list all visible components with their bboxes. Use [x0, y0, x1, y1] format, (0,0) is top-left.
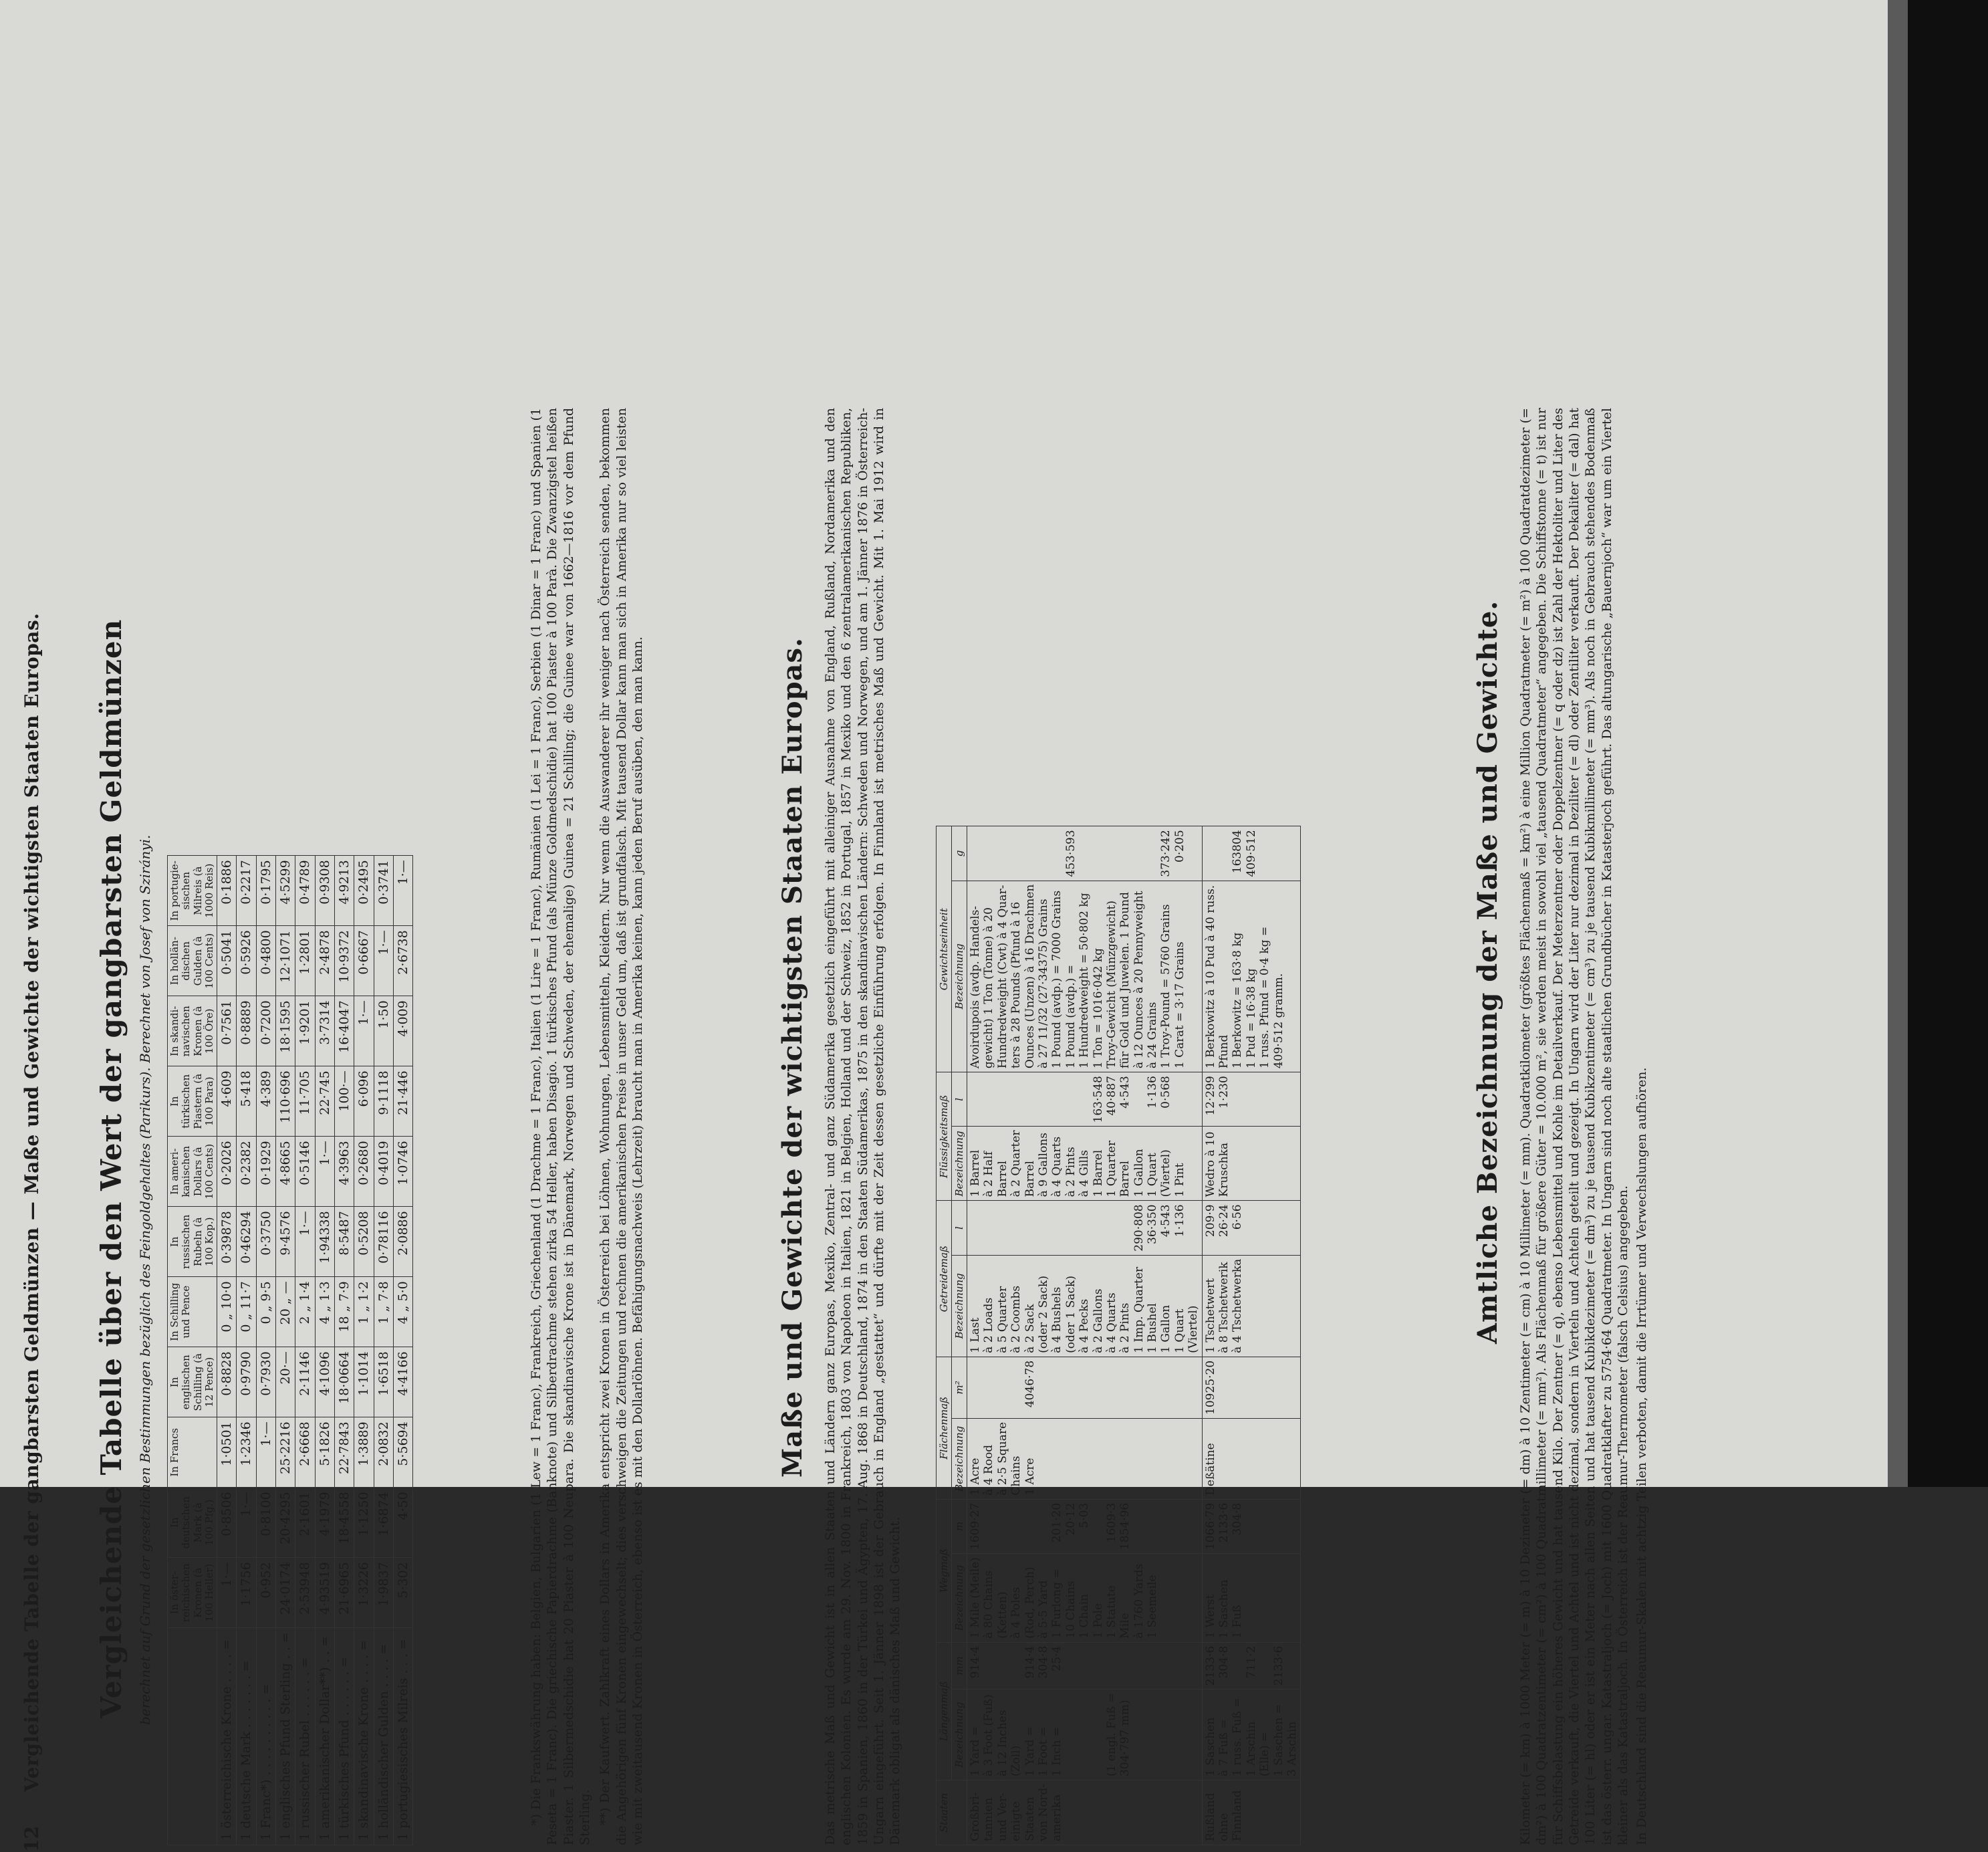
coin-column-header: In Schilling und Pence	[168, 1277, 217, 1347]
measures-subheader: Bezeichnung	[952, 1255, 967, 1357]
measures-table	[936, 826, 1301, 1845]
coin-value-cell: 20·—	[275, 1347, 295, 1417]
measures-cell: 163·548 40·887 4·543 1·136 0·568	[967, 1072, 1203, 1127]
measures-cell: 1 Berkowitz à 10 Pud à 40 russ. Pfund 1 Berkowitz = 163·8 kg 1 Pud = 16·38 kg 1 russ. Pfund = 0·4 kg = 409·512 gramm.	[1202, 881, 1301, 1072]
measures-state: Rußland ohne Finnland	[1202, 1780, 1301, 1845]
coin-value-cell: 0·39878	[217, 1207, 237, 1277]
rotated-page-content	[20, 394, 1852, 1852]
measures-sub-header-row	[952, 826, 967, 1845]
coin-value-cell: 24·0174	[275, 1558, 295, 1628]
coin-value-cell: 1·50	[374, 996, 393, 1066]
coin-value-cell: 5·5694	[393, 1417, 412, 1488]
coin-row-label: 1 Franc*) . . . . . . . . . . =	[256, 1628, 275, 1845]
coin-value-cell: 4·4166	[393, 1347, 412, 1417]
measures-subheader: Bezeichnung	[952, 1418, 967, 1499]
coin-row	[275, 856, 295, 1845]
measures-cell: 1 Last à 2 Loads à 5 Quarter à 2 Coombs à 2 Sack (oder 2 Sack) à 4 Bushels (oder 1 Sack) à 4 Pecks à 2 Gallons à 4 Quarts à 2 Pints 1 Imp. Quarter 1 Bushel 1 Gallon 1 Quart (Viertel)	[967, 1255, 1203, 1357]
coin-column-header: In englischen Schilling (à 12 Pence)	[168, 1347, 217, 1417]
coin-row	[334, 856, 354, 1845]
coin-value-cell: 2 „ 1·4	[295, 1277, 315, 1347]
measures-cell: Wedro à 10 Kruschka	[1202, 1127, 1301, 1201]
measures-subheader: Bezeichnung	[952, 1554, 967, 1643]
coin-value-cell: 1·—	[354, 996, 374, 1066]
measures-cell: Avoirdupois (avdp. Handels- gewicht) 1 Ton (Tonne) à 20 Hundredweight (Cwt) à 4 Quar- ters à 28 Pounds (Pfund à 16 Ounces (Unzen) à 16 Drachmen à 27 11/32 (27·34375) Grains 1 Pound (avdp.) = 7000 Grains 1 Pound (avdp.) = 1 Hundredweight = 50·802 kg 1 Ton = 1016·042 kg Troy-Gewicht (Münzgewicht) für Gold und Juwelen. 1 Pound à 12 Ounces à 20 Pennyweight à 24 Grains 1 Troy-Pound = 5760 Grains 1 Carat = 3·17 Grains	[967, 881, 1203, 1072]
coin-value-cell: 1 „ 1·2	[354, 1277, 374, 1347]
coin-value-cell: 1·—	[315, 1137, 334, 1207]
coin-value-cell: 20 „ —	[275, 1277, 295, 1347]
coin-value-cell: 9·4576	[275, 1207, 295, 1277]
coin-value-cell: 1·0501	[217, 1417, 237, 1488]
coin-value-cell: 4·389	[256, 1066, 275, 1137]
coin-value-cell: 0·8506	[217, 1488, 237, 1558]
measures-subheader: Bezeichnung	[952, 881, 967, 1072]
coin-value-cell: 0·5926	[237, 926, 256, 996]
coin-row-label: 1 deutsche Mark . . . . . . . =	[237, 1628, 256, 1845]
measures-cell: 209·9 26·24 6·56	[1202, 1201, 1301, 1255]
measures-cell: 1 Acre à 4 Rood à 2·5 Square Chains 1 Acre	[967, 1418, 1203, 1499]
coin-value-cell: 1·9837	[374, 1558, 393, 1628]
measures-cell: 914·4 914·4 304·8 25·4	[967, 1642, 1203, 1689]
coin-value-cell: 18 „ 7·9	[334, 1277, 354, 1347]
coin-value-cell: 12·1071	[275, 926, 295, 996]
measures-state: Großbri- tannien und Ver- einigte Staaten von Nord- amerika	[967, 1780, 1203, 1845]
coin-column-header: In öster-reichischen Kronen (à 100 Heller)	[168, 1558, 217, 1628]
measures-cell: 1 Barrel à 2 Half Barrel à 2 Quarter Barrel à 9 Gallons à 4 Quarts à 2 Pints à 4 Gills 1 Barrel 1 Quarter Barrel 1 Gallon 1 Quart (Viertel) 1 Pint	[967, 1127, 1203, 1201]
coin-column-header: In skandi-navischen Kronen (à 100 Öre)	[168, 996, 217, 1066]
coin-value-cell: 21·446	[393, 1066, 412, 1137]
measures-cell: 2133·6 304·8 711·2 2133·6	[1202, 1642, 1301, 1689]
coin-value-cell: 5·302	[393, 1558, 412, 1628]
measures-cell: 4046·78	[967, 1357, 1203, 1418]
coin-value-cell: 0·5208	[354, 1207, 374, 1277]
coin-value-cell: 2·1146	[295, 1347, 315, 1417]
coin-column-header: In türkischen Piastern (à 100 Para)	[168, 1066, 217, 1137]
measures-header-getreidemass: Getreidemaß	[937, 1201, 952, 1357]
coin-column-header: In hollän-dischen Gulden (à 100 Cents)	[168, 926, 217, 996]
coin-value-cell: 4·9213	[334, 856, 354, 926]
coin-value-cell: 0 „ 9·5	[256, 1277, 275, 1347]
coin-value-cell: 0·8889	[237, 996, 256, 1066]
official-title: Amtliche Bezeichnung der Maße und Gewichte.	[1472, 600, 1503, 1344]
coin-value-cell: 4·50	[393, 1488, 412, 1558]
coin-value-cell: 0·5146	[295, 1137, 315, 1207]
coin-value-cell: 0·3750	[256, 1207, 275, 1277]
coin-column-header: In ameri-kanischen Dollars (à 100 Cents)	[168, 1137, 217, 1207]
measures-cell: 1066·79 2133·6 304·8	[1202, 1499, 1301, 1553]
coin-column-header: In Francs	[168, 1417, 217, 1488]
coin-value-cell: 0·2217	[237, 856, 256, 926]
official-paragraph: Kilometer (= km) à 1000 Meter (= m) à 10 Dezimeter (= dm) à 10 Zentimeter (= cm) à 10 Millimeter (= mm). Quadratkilometer (größtes Flächenmaß = km²) à eine Million Quadratmeter (= m²) à 100 Quadratdezimeter (= dm²) à 100 Quadratzentimeter (= cm²) à 100 Quadratmillimeter (= mm²). Als Flächenmaß für größere Güter = 10.000 m², sie werden meist in sowohl viel „tausend Quadratmeter“ angegeben. Die Schiffstonne (= t) ist nur für Schiffsbelastung ein höheres Gewicht und hat tausend Kilo. Der Zentner (= q), ebenso Lebensmittel und Kohle im Detailverkauf. Der Meterzentner oder Doppelzentner (= q oder dz) ist Zahl der Hektoliter und Liter des Getreide verkauft, die Viertel und Achtel und ist nicht dezimal, sondern in Vierteln und Achteln geteilt und gezeigt. In Ungarn wird der Liter nur dezimal in Deziliter (= dl) oder Zentiliter verkauft. Der Dekaliter (= dal) hat 100 Liter (= hl) oder er ist ein Meter nach allen Seiten und hat tausend Kubikdezimeter (= dm³) zu je tausend Kubikzentimeter (= cm³) zu je tausend Kubikmillimeter (= mm³). Als noch in Gebrauch stehendes Bodenmaß ist das österr. ungar. Katastraljoch (= Joch) mit 1600 Quadratklafter zu 5754·64 Quadratmeter. In Ungarn sind noch alte staatlichen Grundbücher in Katasterjoch geführt. Das altungarische „Bauernjoch“ war um ein Viertel kleiner als das Katastraljoch. In Österreich ist der Reaumur-Thermometer (falsch Celsius) angegeben.	[1518, 408, 1630, 1845]
coin-value-cell: 1·—	[393, 856, 412, 926]
measures-subheader: l	[952, 1072, 967, 1127]
coin-value-cell: 1·94338	[315, 1207, 334, 1277]
coin-value-cell: 0·2680	[354, 1137, 374, 1207]
coin-value-cell: 18·0664	[334, 1347, 354, 1417]
coin-row	[256, 856, 275, 1845]
coin-row	[374, 856, 393, 1845]
measures-subheader: Bezeichnung	[952, 1690, 967, 1780]
coin-value-cell: 1·3889	[354, 1417, 374, 1488]
footnote-francs: *) Die Frankswährung haben: Belgien, Bulgarien (1 Lew = 1 Franc), Frankreich, Griechenland (1 Drachme = 1 Franc), Italien (1 Lire = 1 Franc), Rumänien (1 Lei = 1 Franc), Serbien (1 Dinar = 1 Franc) und Spanien (1 Peseta = 1 Franc). Die griechische Papierdrachme (Banknote) und Silberdrachme stehen zirka 54 Heller, haben Disagio. 1 türkisches Pfund (als Münze Goldmedschidie) hat 100 Piaster à 100 Parà. Die Zwanzigstel heißen Piaster. 1 Silbermedschidie hat 20 Piaster à 100 Neupara. Die skandinavische Krone ist in Dänemark, Norwegen und Schweden, der ehemalige) Guinea = 21 Schilling; die Guinee war von 1662—1816 vor dem Pfund Sterling.	[529, 408, 592, 1845]
coin-value-cell: 0·1886	[217, 856, 237, 926]
footnote-dollar: **) Der Kaufwert. Zahlkraft eines Dollars in Amerika entspricht zwei Kronen in Österreich bei Löhnen, Wohnungen, Lebensmitteln, Kleidern. Nur wenn die Auswanderer ihr weniger nach Österreich senden, bekommen die Angehörigen fünf Kronen eingewechselt; dies verschweigen die Zeitungen und rechnen die amerikanischen Preise in unser Geld um, daß ist grundfalsch. Mit tausend Dollar kann man sich in Amerika nur so viel leisten wie mit zweitausend Kronen in Österreich, ebenso ist es mit den Dollarlöhnen. Befähigungsnachweis (Lehrzeit) braucht man in Amerika keinen, kann jeden Beruf ausüben, den man kann.	[598, 408, 645, 1845]
coin-value-cell: 4·5299	[275, 856, 295, 926]
coin-value-cell: 0·5041	[217, 926, 237, 996]
coin-row	[237, 856, 256, 1845]
coin-value-cell: 0·952	[256, 1558, 275, 1628]
coin-value-cell: 0·3741	[374, 856, 393, 926]
coin-row	[295, 856, 315, 1845]
coin-column-header: In portugie-sischen Milreis (à 1000 Reis)	[168, 856, 217, 926]
coin-row-label: 1 portugiesisches Milreis . . . =	[393, 1628, 412, 1845]
measures-cell: 1 Mile (Meile) à 80 Chains (Ketten) à 4 Poles (Rod, Perch) à 5·5 Yard 1 Furlong = 10 Chains 1 Chain 1 Pole 1 Statute Mile à 1760 Yards 1 Seemeile	[967, 1554, 1203, 1643]
measures-subheader: l	[952, 1201, 967, 1255]
coin-row-label: 1 österreichische Krone . . . . =	[217, 1628, 237, 1845]
measures-cell: 290·808 36·350 4·543 1·136	[967, 1201, 1203, 1255]
measures-subheader: g	[952, 826, 967, 881]
coin-value-cell: 0·4789	[295, 856, 315, 926]
coin-table-subtitle: berechnet auf Grund der gesetzlichen Bestimmungen bezüglich des Feingoldgehaltes (Parikurs). Berechnet von Josef von Szirányi.	[137, 834, 153, 1725]
coin-value-cell: 4·1096	[315, 1347, 334, 1417]
coin-value-cell: 0·7200	[256, 996, 275, 1066]
measures-cell: 12·299 1·230	[1202, 1072, 1301, 1127]
coin-value-cell: 5·418	[237, 1066, 256, 1137]
coin-value-cell: 4·3963	[334, 1137, 354, 1207]
coin-value-cell: 1·1250	[354, 1488, 374, 1558]
measures-cell: 1 Werst 1 Saschen 1 Fuß	[1202, 1554, 1301, 1643]
measures-cell: 1 Yard = à 3 Foot (Fuß) à 12 Inches (Zoll) 1 Yard = 1 Foot = 1 Inch = (1 engl. Fuß = 304·797 mm)	[967, 1690, 1203, 1780]
coin-value-cell: 25·2216	[275, 1417, 295, 1488]
measures-cell: 1 Saschen à 7 Fuß = 1 russ. Fuß = 1 Arschin (Elle) = 1 Saschen = 3 Arschin	[1202, 1690, 1301, 1780]
coin-value-cell: 20·4295	[275, 1488, 295, 1558]
coin-value-cell: 5·1826	[315, 1417, 334, 1488]
coin-value-cell: 1·—	[295, 1207, 315, 1277]
coin-row-label: 1 türkisches Pfund . . . . . . =	[334, 1628, 354, 1845]
coin-value-cell: 0·8100	[256, 1488, 275, 1558]
coin-column-header: In russischen Rubeln (à 100 Kop.)	[168, 1207, 217, 1277]
coin-value-cell: 18·4558	[334, 1488, 354, 1558]
measures-group-header-row	[937, 826, 952, 1845]
coin-value-cell: 4·1979	[315, 1488, 334, 1558]
coin-value-cell: 22·7843	[334, 1417, 354, 1488]
coin-value-cell: 0·46294	[237, 1207, 256, 1277]
coin-value-cell: 0·7930	[256, 1347, 275, 1417]
measures-subheader: m	[952, 1499, 967, 1553]
coin-value-cell: 0·2382	[237, 1137, 256, 1207]
coin-value-cell: 0·1929	[256, 1137, 275, 1207]
coin-value-cell: 100·—	[334, 1066, 354, 1137]
coin-row	[315, 856, 334, 1845]
measures-header-staaten: Staaten	[937, 1780, 967, 1845]
measures-subheader: m²	[952, 1357, 967, 1418]
measures-subheader: Bezeichnung	[952, 1127, 967, 1201]
coin-table-title: Vergleichende Tabelle über den Wert der gangbarsten Geldmünzen	[95, 618, 128, 1718]
coin-value-cell: 4·8665	[275, 1137, 295, 1207]
running-head: Vergleichende Tabelle der gangbarsten Geldmünzen — Maße und Gewichte der wichtigsten Staaten Europas.	[21, 612, 43, 1792]
coin-column-header: In deutschen Mark (à 100 Pfg.)	[168, 1488, 217, 1558]
coin-value-cell: 4 „ 5·0	[393, 1277, 412, 1347]
coin-value-cell: 1·3226	[354, 1558, 374, 1628]
coin-value-cell: 2·6668	[295, 1417, 315, 1488]
coin-row-label: 1 skandinavische Krone . . . . =	[354, 1628, 374, 1845]
measures-cell: Deßätine	[1202, 1418, 1301, 1499]
coin-value-cell: 22·745	[315, 1066, 334, 1137]
page-number: 12	[21, 1826, 43, 1852]
measures-header-fluessigkeitsmass: Flüssigkeitsmaß	[937, 1072, 952, 1201]
coin-row-label: 1 russischer Rubel . . . . . . =	[295, 1628, 315, 1845]
coin-value-cell: 11·705	[295, 1066, 315, 1137]
scan-background	[1908, 0, 1988, 1487]
coin-value-cell: 1·6518	[374, 1347, 393, 1417]
coin-value-cell: 21·6965	[334, 1558, 354, 1628]
measures-cell: 453·593 373·242 0·205	[967, 826, 1203, 881]
coin-value-cell: 0·6667	[354, 926, 374, 996]
coin-value-cell: 1·1014	[354, 1347, 374, 1417]
measures-intro: Das metrische Maß und Gewicht ist in allen Staaten und Ländern ganz Europas, Mexiko, Zentral- und ganz Südamerika gesetzlich eingeführt mit alleiniger Ausnahme von England, Rußland, Nordamerika und den englischen Kolonien. Es wurde am 29. Nov. 1800 in Frankreich, 1803 von Napoleon in Italien, 1821 in Belgien, Holland und der Schweiz, 1852 in Portugal, 1857 in Mexiko und den 6 zentralamerikanischen Republiken, 1859 in Spanien, 1860 in der Türkei und Ägypten, 17. Aug. 1868 in Deutschland, 1874 in den Staaten Südamerikas, 1875 in den skandinavischen Ländern: Schweden und Norwegen, und am 1. Jänner 1876 in Österreich-Ungarn eingeführt. Seit 1. Jänner 1898 ist der Gebrauch in England „gestattet“ und dürfte mit der Zeit dessen gesetzliche Einführung erfolgen. In Finnland ist metrisches Maß und Gewicht. Mit 1. Mai 1912 wird in Dänemark obligat als dänisches Maß und Gewicht.	[823, 408, 903, 1845]
coin-value-cell: 9·1118	[374, 1066, 393, 1137]
measures-header-laengenmass: Längenmaß	[937, 1642, 952, 1780]
coin-value-cell: 1·6874	[374, 1488, 393, 1558]
coin-value-cell: 0·9790	[237, 1347, 256, 1417]
coin-value-cell: 1·0746	[393, 1137, 412, 1207]
coin-value-cell: 0·2495	[354, 856, 374, 926]
coin-value-cell: 4·609	[217, 1066, 237, 1137]
coin-value-cell: 1·—	[217, 1558, 237, 1628]
coin-value-cell: 2·0832	[374, 1417, 393, 1488]
coin-value-cell: 2·6738	[393, 926, 412, 996]
coin-footnotes	[528, 408, 650, 1845]
coin-value-cell: 2·53948	[295, 1558, 315, 1628]
measures-header-wegmass: Wegmaß	[937, 1499, 952, 1642]
coin-value-cell: 0 „ 11·7	[237, 1277, 256, 1347]
page-edge-shadow	[1888, 0, 1908, 1487]
measures-subheader: mm	[952, 1642, 967, 1689]
coin-value-cell: 1·—	[256, 1417, 275, 1488]
coin-row-label: 1 amerikanischer Dollar**) . . =	[315, 1628, 334, 1845]
coin-value-cell: 0·7561	[217, 996, 237, 1066]
coin-value-cell: 4·009	[393, 996, 412, 1066]
measures-row-gb-usa	[967, 826, 1203, 1845]
coin-value-cell: 1·9201	[295, 996, 315, 1066]
coin-value-cell: 2·4878	[315, 926, 334, 996]
coin-value-cell: 2·1601	[295, 1488, 315, 1558]
coin-value-cell: 4·93519	[315, 1558, 334, 1628]
coin-value-cell: 18·1595	[275, 996, 295, 1066]
coin-table-body	[217, 856, 413, 1845]
official-text	[1517, 408, 1653, 1845]
coin-value-cell: 0·2026	[217, 1137, 237, 1207]
coin-row	[393, 856, 412, 1845]
coin-value-cell: 6·096	[354, 1066, 374, 1137]
measures-header-gewichtseinheit: Gewichtseinheit	[937, 826, 952, 1072]
coin-row	[354, 856, 374, 1845]
measures-row-russia	[1202, 826, 1301, 1845]
official-paragraph: In Deutschland sind die Reaumur-Skalen mit achtzig Teilen verboten, damit die Irrtümer und Verwechslungen aufhören.	[1634, 1067, 1650, 1845]
coin-value-cell: 1·2346	[237, 1417, 256, 1488]
coin-value-cell: 0·4800	[256, 926, 275, 996]
coin-value-cell: 1·1756	[237, 1558, 256, 1628]
coin-value-cell: 0·78116	[374, 1207, 393, 1277]
coin-table-header-row	[168, 856, 217, 1845]
measures-header-flaechenmass: Flächenmaß	[937, 1357, 952, 1499]
measures-cell: 1 Tschetwert à 8 Tschetwerik à 4 Tschetwerka	[1202, 1255, 1301, 1357]
coin-value-cell: 8·5487	[334, 1207, 354, 1277]
measures-cell: 1609·27 201·20 20·12 5·03 1609·3 1854·96	[967, 1499, 1203, 1553]
coin-value-cell: 10·9372	[334, 926, 354, 996]
coin-value-cell: 2·0886	[393, 1207, 412, 1277]
coin-value-cell: 1·—	[374, 926, 393, 996]
coin-value-cell: 1·2801	[295, 926, 315, 996]
coin-value-cell: 0·1795	[256, 856, 275, 926]
measures-title: Maße und Gewichte der wichtigsten Staaten Europas.	[777, 637, 808, 1478]
coin-value-cell: 0 „ 10·0	[217, 1277, 237, 1347]
coin-value-cell: 1·—	[237, 1488, 256, 1558]
measures-cell: 163804 409·512	[1202, 826, 1301, 881]
coin-row-label: 1 holländischer Gulden . . . . =	[374, 1628, 393, 1845]
coin-row-label: 1 englisches Pfund Sterling . . =	[275, 1628, 295, 1845]
measures-cell: 10925·20	[1202, 1357, 1301, 1418]
coin-value-cell: 1 „ 7·8	[374, 1277, 393, 1347]
coin-value-cell: 0·9308	[315, 856, 334, 926]
coin-value-cell: 110·696	[275, 1066, 295, 1137]
coin-row	[217, 856, 237, 1845]
coin-label-header	[168, 1628, 217, 1845]
coin-value-cell: 0·4019	[374, 1137, 393, 1207]
coin-value-cell: 3·7314	[315, 996, 334, 1066]
coin-value-cell: 16·4047	[334, 996, 354, 1066]
coin-value-cell: 4 „ 1·3	[315, 1277, 334, 1347]
coin-comparison-table	[167, 855, 413, 1845]
coin-value-cell: 0·8828	[217, 1347, 237, 1417]
